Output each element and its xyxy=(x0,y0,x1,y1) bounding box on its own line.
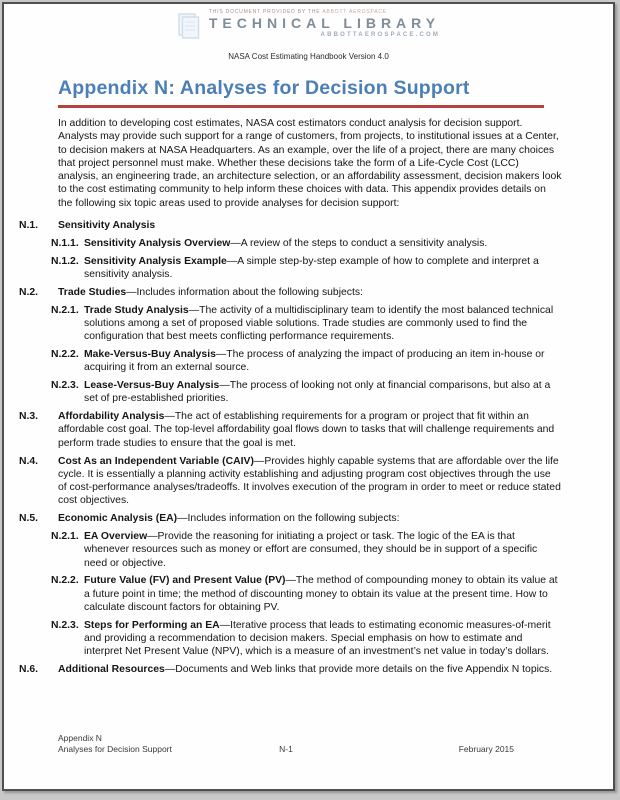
item-text xyxy=(84,379,562,406)
item-description: —The act of establishing requirements for a program or project that fit within an affordable cost goal. The top-level affordability goal flows down to tasks that will challenge requirements and perform trade studies to ensure that the goal is met. xyxy=(58,411,555,449)
item-text xyxy=(84,619,562,659)
item-text xyxy=(58,410,562,450)
footer-appendix-title: Analyses for Decision Support xyxy=(58,744,172,754)
intro-paragraph: In addition to developing cost estimates, NASA cost estimators conduct analysis for decision support. Analysts may provide such support for a range of customers, from projects, to institutional issues at a Center, to decision makers at NASA Headquarters. As an example, over the life of a project, there are many choices that project personnel must make. Whether these decisions take the form of a Life-Cycle Cost (LCC) analysis, an engineering trade, an architecture selection, or an affordability assessment, decision makers look to the cost estimating community to help inform these choices with data. This appendix provides details on the following six topic areas used to provide analyses for decision support: xyxy=(58,118,562,209)
item-description: —A simple step-by-step example of how to complete and interpret a sensitivity analysis. xyxy=(84,255,539,280)
list-item xyxy=(4,237,613,250)
item-title: Sensitivity Analysis Overview xyxy=(84,237,231,249)
item-description: —Provide the reasoning for initiating a project or task. The logic of the EA is that whenever resources such as money or effort are consumed, they should be in support of a specific need or objective. xyxy=(84,531,538,569)
list-item xyxy=(4,619,613,659)
item-description: —Documents and Web links that provide more details on the five Appendix N topics. xyxy=(164,664,553,676)
item-number: N.1.1. xyxy=(51,237,79,249)
item-number: N.6. xyxy=(19,664,39,676)
item-description: —Iterative process that leads to estimating economic measures-of-merit and providing a recommendation to decision makers. Special emphasis on how to estimate and interpret Net Present Value (NPV), which is a measure of an investment’s net value in today’s dollars. xyxy=(84,619,551,658)
list-item xyxy=(4,512,613,525)
item-number: N.2.3. xyxy=(51,619,79,631)
title-rule xyxy=(58,105,544,108)
item-text xyxy=(84,574,562,614)
library-title: TECHNICAL LIBRARY xyxy=(208,15,441,31)
item-number: N.1.2. xyxy=(51,255,79,267)
item-title: EA Overview xyxy=(84,531,148,543)
item-text xyxy=(84,304,562,344)
item-text xyxy=(58,286,562,299)
item-description: —Provides highly capable systems that are affordable over the life cycle. It is essentially a planning activity establishing and adjusting program cost objectives through the use of cost-performance analyses/tradeoffs. It involves execution of the program in order to meet or reduce stated cost objectives. xyxy=(58,455,561,507)
item-title: Steps for Performing an EA xyxy=(84,619,220,631)
item-title: Sensitivity Analysis Example xyxy=(84,255,227,267)
item-description: —The activity of a multidisciplinary team to identify the most balanced technical solutions among a set of proposed viable solutions. Trade studies are commonly used to find the configuration that best meets conflicting performance requirements. xyxy=(84,304,554,343)
item-number: N.4. xyxy=(19,455,39,467)
item-title: Future Value (FV) and Present Value (PV) xyxy=(84,575,286,587)
item-number: N.2.1. xyxy=(51,304,79,316)
item-number: N.2.3. xyxy=(51,380,79,392)
item-text xyxy=(84,530,562,570)
provider-prefix: THIS DOCUMENT PROVIDED BY THE xyxy=(208,9,321,15)
footer-date: February 2015 xyxy=(458,744,515,754)
page-title: Appendix N: Analyses for Decision Support xyxy=(58,77,470,99)
list-item xyxy=(4,348,613,375)
item-text xyxy=(84,237,562,250)
item-text xyxy=(58,512,562,525)
item-title: Economic Analysis (EA) xyxy=(58,513,178,525)
item-number: N.5. xyxy=(19,513,39,525)
item-number: N.2.1. xyxy=(51,531,79,543)
library-stamp xyxy=(4,9,613,48)
item-text xyxy=(84,255,562,282)
page-footer xyxy=(58,733,562,755)
footer-appendix-label: Appendix N xyxy=(58,733,102,743)
item-title: Trade Study Analysis xyxy=(84,304,189,316)
footer-page-number: N-1 xyxy=(279,744,293,754)
item-description: —A review of the steps to conduct a sensitivity analysis. xyxy=(230,237,488,249)
stacked-documents-icon xyxy=(177,11,204,48)
list-item xyxy=(4,286,613,299)
list-item xyxy=(4,410,613,450)
provider-brand: ABBOTT AEROSPACE xyxy=(322,9,387,15)
footer-left xyxy=(58,733,279,755)
list-item xyxy=(4,379,613,406)
library-stamp-text xyxy=(209,9,440,38)
item-number: N.3. xyxy=(19,411,39,423)
list-item xyxy=(4,304,613,344)
item-title: Cost As an Independent Variable (CAIV) xyxy=(58,455,254,467)
list-item xyxy=(4,663,613,676)
item-text xyxy=(84,348,562,375)
list-item xyxy=(4,530,613,570)
item-text xyxy=(58,455,562,508)
item-number: N.1. xyxy=(19,220,39,232)
item-title: Trade Studies xyxy=(58,286,127,298)
item-title: Sensitivity Analysis xyxy=(58,220,156,232)
item-title: Additional Resources xyxy=(58,664,165,676)
item-title: Affordability Analysis xyxy=(58,411,165,423)
item-description: —Includes information about the following subjects: xyxy=(126,286,363,298)
item-number: N.2. xyxy=(19,286,39,298)
item-number: N.2.2. xyxy=(51,575,79,587)
list-item xyxy=(4,255,613,282)
document-page xyxy=(2,2,615,791)
item-text xyxy=(58,219,562,232)
item-description: —The process of analyzing the impact of producing an item in-house or acquiring it from an external source. xyxy=(84,348,545,374)
item-title: Lease-Versus-Buy Analysis xyxy=(84,380,220,392)
item-title: Make-Versus-Buy Analysis xyxy=(84,348,216,360)
item-description: —The method of compounding money to obtain its value at a future point in time; the method of discounting money to obtain its value at the present time. How to calculate discount factors for obtaining PV. xyxy=(84,575,558,613)
item-description: —Includes information on the following subjects: xyxy=(177,513,400,525)
item-text xyxy=(58,663,562,676)
document-header: NASA Cost Estimating Handbook Version 4.0 xyxy=(228,52,389,61)
list-item xyxy=(4,455,613,508)
item-number: N.2.2. xyxy=(51,348,79,360)
list-item xyxy=(4,219,613,232)
list-item xyxy=(4,574,613,614)
library-url: ABBOTTAEROSPACE.COM xyxy=(320,32,441,38)
topic-list xyxy=(4,219,613,676)
item-description: —The process of looking not only at financial comparisons, but also at a set of pre-established priorities. xyxy=(84,380,551,405)
